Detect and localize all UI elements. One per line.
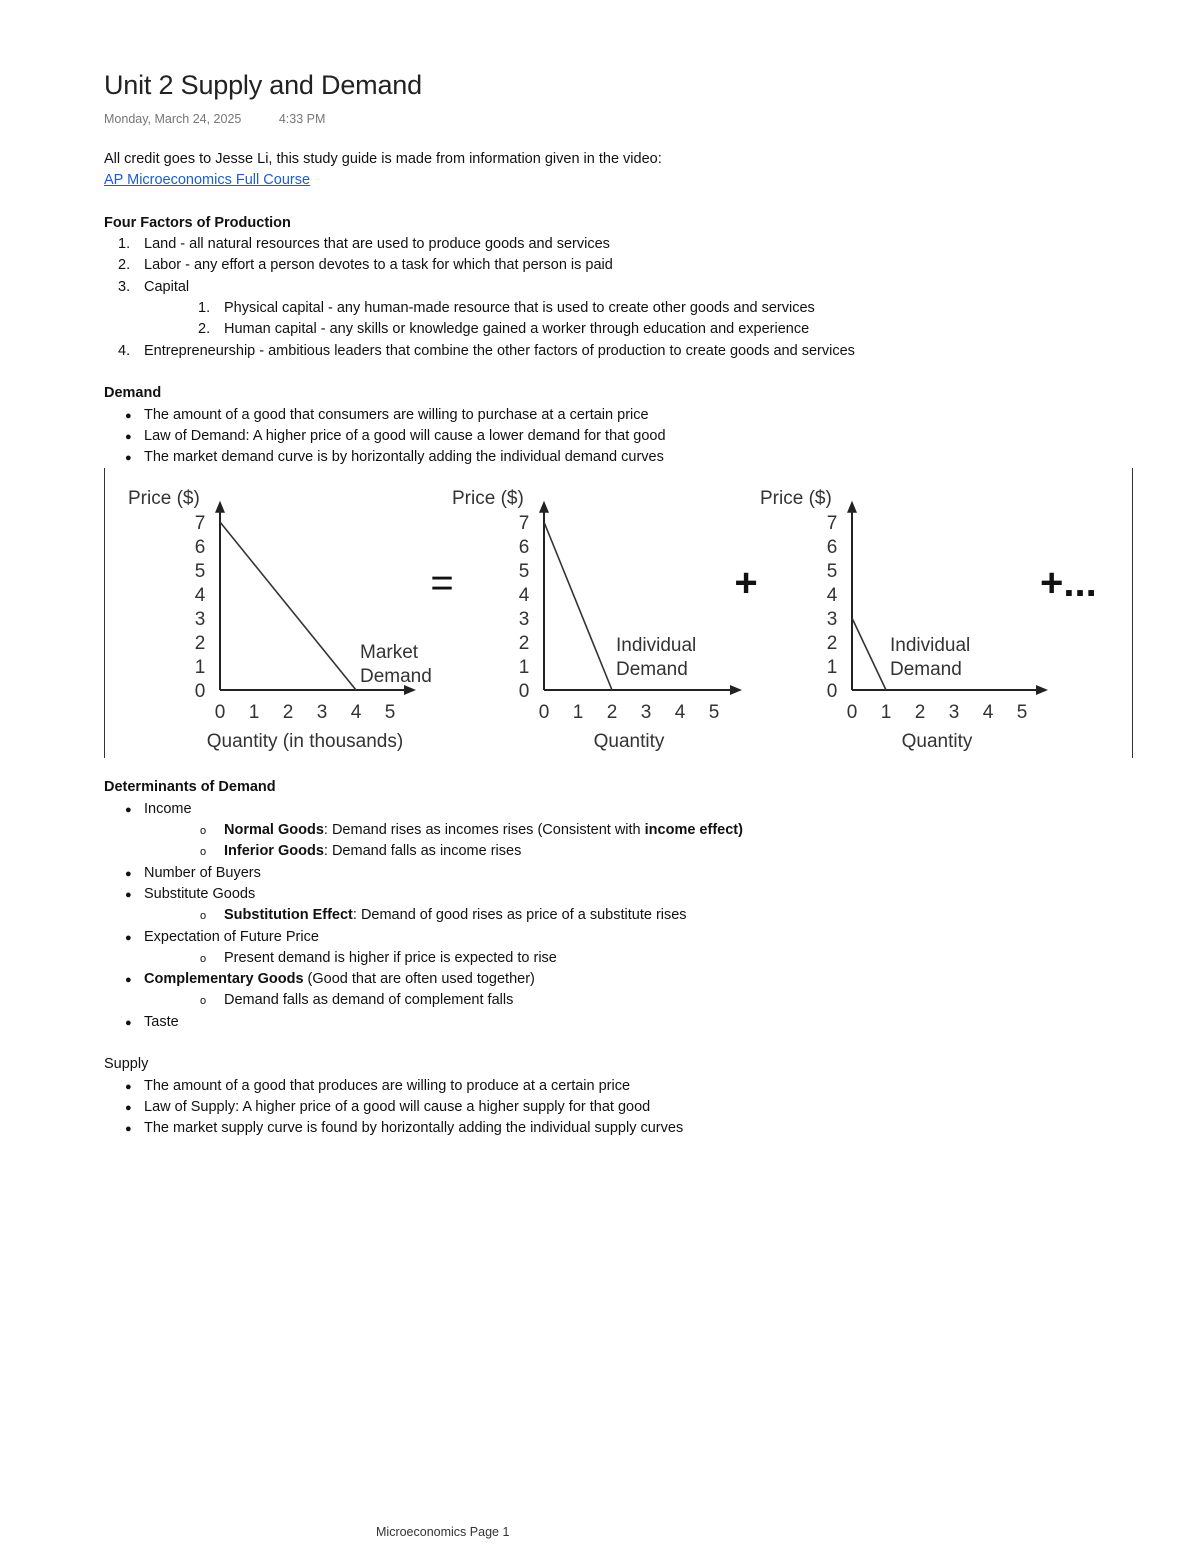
list-item: ● The market demand curve is by horizontally adding the individual demand curves	[125, 449, 664, 466]
equals-sign: =	[430, 561, 454, 606]
y-tick-label: 5	[826, 561, 838, 583]
plus-ellipsis-sign: +...	[1040, 561, 1097, 606]
list-item: ● Number of Buyers	[125, 864, 261, 881]
supply-heading: Supply	[104, 1056, 149, 1073]
x-tick-label: 2	[606, 702, 618, 724]
y-tick-label: 0	[826, 681, 838, 703]
y-tick-label: 5	[518, 561, 530, 583]
x-axis-arrow	[730, 685, 742, 695]
list-item: ● Complementary Goods (Good that are often used together) o Demand falls as demand of complement falls	[104, 969, 1144, 1012]
list-item: 2. Human capital - any skills or knowledge gained a worker through education and experience	[198, 321, 810, 338]
x-tick-label: 0	[214, 702, 226, 724]
x-axis-label: Quantity	[901, 731, 973, 753]
y-tick-label: 2	[518, 633, 530, 655]
x-tick-label: 1	[572, 702, 584, 724]
list-item: 1. Land - all natural resources that are used to produce goods and services	[118, 236, 610, 253]
y-tick-label: 4	[194, 585, 206, 607]
x-axis-label: Quantity (in thousands)	[206, 731, 404, 753]
x-tick-label: 3	[316, 702, 328, 724]
page-title: Unit 2 Supply and Demand	[104, 70, 422, 100]
y-tick-label: 0	[194, 681, 206, 703]
y-tick-label: 3	[826, 609, 838, 631]
x-tick-label: 3	[640, 702, 652, 724]
y-axis-label: Price ($)	[760, 488, 832, 510]
demand-curves-figure	[104, 468, 1134, 758]
y-tick-label: 6	[518, 537, 530, 559]
list-item: 4. Entrepreneurship - ambitious leaders that combine the other factors of production to create goods and services	[118, 342, 855, 359]
note-body	[104, 149, 1144, 1140]
x-tick-label: 1	[880, 702, 892, 724]
y-tick-label: 2	[194, 633, 206, 655]
credit-text: All credit goes to Jesse Li, this study guide is made from information given in the video:	[104, 151, 662, 167]
y-axis-arrow	[539, 501, 549, 513]
y-tick-label: 1	[194, 657, 206, 679]
page-time: 4:33 PM	[278, 112, 326, 126]
page-footer: Microeconomics Page 1	[376, 1525, 510, 1539]
x-tick-label: 4	[674, 702, 686, 724]
list-item: 1. Physical capital - any human-made resource that is used to create other goods and services	[198, 300, 815, 317]
x-tick-label: 1	[248, 702, 260, 724]
demand-curve-line	[220, 522, 356, 690]
x-tick-label: 5	[708, 702, 720, 724]
y-tick-label: 3	[518, 609, 530, 631]
factors-list	[104, 234, 1144, 362]
factors-heading: Four Factors of Production	[104, 214, 291, 231]
y-tick-label: 4	[518, 585, 530, 607]
determinants-list	[104, 799, 1144, 1033]
x-axis-label: Quantity	[593, 731, 665, 753]
x-tick-label: 3	[948, 702, 960, 724]
y-tick-label: 3	[194, 609, 206, 631]
curve-label: Demand	[360, 666, 432, 688]
curve-label: Individual	[616, 635, 697, 657]
determinants-heading: Determinants of Demand	[104, 779, 276, 796]
x-tick-label: 0	[538, 702, 550, 724]
demand-heading: Demand	[104, 385, 162, 402]
x-tick-label: 0	[846, 702, 858, 724]
y-tick-label: 4	[826, 585, 838, 607]
y-axis-label: Price ($)	[452, 488, 524, 510]
list-item: o Demand falls as demand of complement falls	[200, 992, 514, 1009]
curve-label: Individual	[890, 635, 971, 657]
y-tick-label: 7	[194, 513, 206, 535]
video-link[interactable]: AP Microeconomics Full Course	[104, 172, 311, 189]
list-item: ● Substitute Goods o Substitution Effect: Demand of good rises as price of a substitute rises	[104, 884, 1144, 927]
curve-label: Demand	[616, 659, 688, 681]
supply-list	[104, 1076, 1144, 1140]
list-item: ● Expectation of Future Price o Present demand is higher if price is expected to rise	[104, 927, 1144, 970]
y-tick-label: 1	[826, 657, 838, 679]
page-date: Monday, March 24, 2025	[104, 112, 242, 126]
y-tick-label: 7	[826, 513, 838, 535]
y-tick-label: 1	[518, 657, 530, 679]
list-item: ● The amount of a good that consumers are willing to purchase at a certain price	[125, 406, 649, 423]
list-item: ● The market supply curve is found by horizontally adding the individual supply curves	[125, 1120, 684, 1137]
curve-label: Demand	[890, 659, 962, 681]
x-tick-label: 4	[350, 702, 362, 724]
y-axis-arrow	[847, 501, 857, 513]
list-item: ● Taste	[125, 1013, 179, 1030]
list-item: 3. Capital 1. Physical capital - any human-made resource that is used to create other goods and services 2. Human capital - any skills or knowledge gained a worker through education and experience	[104, 277, 1144, 341]
y-tick-label: 6	[826, 537, 838, 559]
x-tick-label: 2	[282, 702, 294, 724]
list-item: ● Income o Normal Goods: Demand rises as incomes rises (Consistent with income effect) o Inferior Goods: Demand falls as income rises	[104, 799, 1144, 863]
demand-list	[104, 405, 1144, 469]
plus-sign: +	[734, 561, 758, 606]
x-tick-label: 4	[982, 702, 994, 724]
y-axis-arrow	[215, 501, 225, 513]
y-tick-label: 5	[194, 561, 206, 583]
list-item: o Normal Goods: Demand rises as incomes rises (Consistent with income effect)	[200, 822, 743, 839]
list-item: ● Law of Supply: A higher price of a good will cause a higher supply for that good	[125, 1098, 651, 1115]
list-item: ● Law of Demand: A higher price of a good will cause a lower demand for that good	[125, 427, 666, 444]
y-tick-label: 6	[194, 537, 206, 559]
demand-curve-line	[544, 522, 612, 690]
page-meta	[104, 112, 325, 126]
capital-sublist	[144, 298, 1144, 341]
y-tick-label: 2	[826, 633, 838, 655]
y-tick-label: 7	[518, 513, 530, 535]
x-tick-label: 5	[1016, 702, 1028, 724]
list-item: 2. Labor - any effort a person devotes to a task for which that person is paid	[118, 257, 613, 274]
demand-curves-svg	[104, 468, 1134, 758]
x-tick-label: 5	[384, 702, 396, 724]
list-item: o Substitution Effect: Demand of good rises as price of a substitute rises	[200, 907, 687, 924]
x-axis-arrow	[1036, 685, 1048, 695]
curve-label: Market	[360, 642, 419, 664]
y-axis-label: Price ($)	[128, 488, 200, 510]
x-tick-label: 2	[914, 702, 926, 724]
list-item: ● The amount of a good that produces are willing to produce at a certain price	[125, 1077, 631, 1094]
list-item: o Present demand is higher if price is expected to rise	[200, 949, 557, 966]
demand-curve-line	[852, 618, 886, 690]
list-item: o Inferior Goods: Demand falls as income rises	[200, 843, 522, 860]
y-tick-label: 0	[518, 681, 530, 703]
